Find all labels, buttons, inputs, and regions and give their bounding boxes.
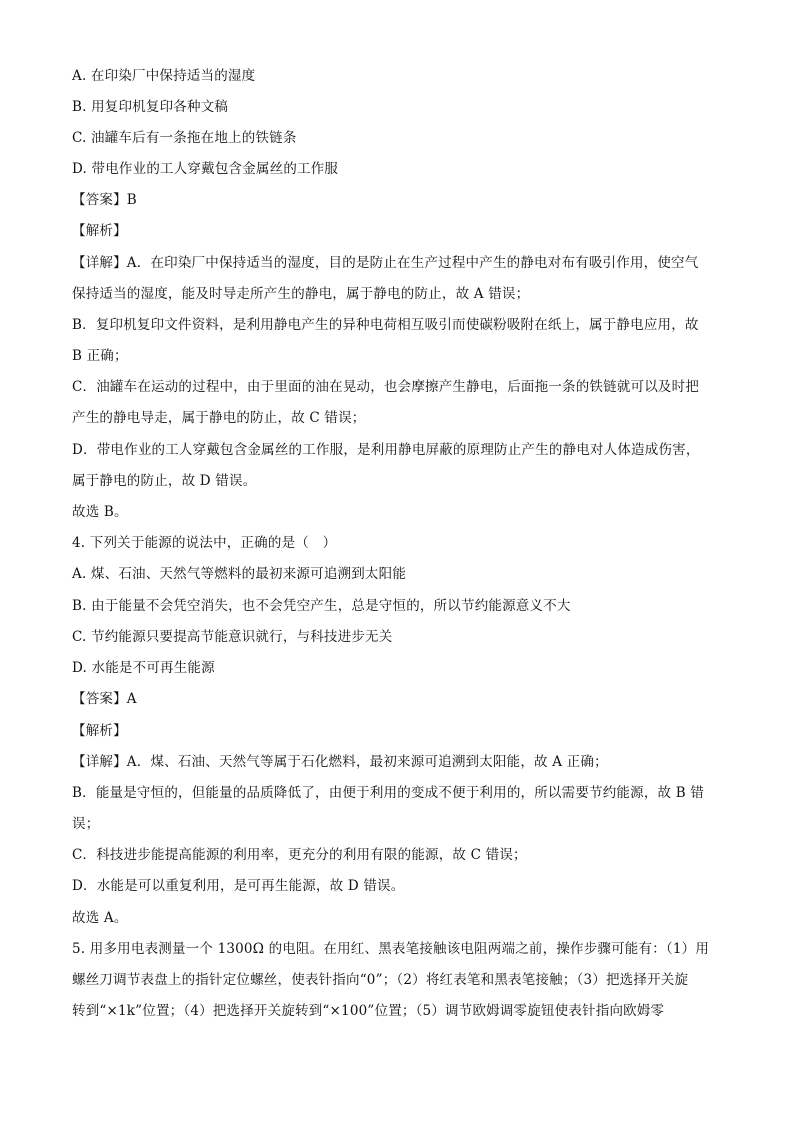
q3-detail-line: C．油罐车在运动的过程中，由于里面的油在晃动，也会摩擦产生静电，后面拖一条的铁链就可以及时把 [72, 379, 700, 395]
q4-option-c: C. 节约能源只要提高节能意识就行，与科技进步无关 [72, 629, 393, 645]
q4-detail-line: 【详解】A．煤、石油、天然气等属于石化燃料，最初来源可追溯到太阳能，故 A 正确； [72, 754, 608, 770]
q3-conclusion: 故选 B。 [72, 504, 128, 520]
q4-conclusion: 故选 A。 [72, 910, 128, 926]
q3-detail-line: 产生的静电导走，属于静电的防止，故 C 错误； [72, 410, 366, 426]
q5-stem-line: 5. 用多用电表测量一个 1300Ω 的电阻。在用红、黑表笔接触该电阻两端之前，操作步骤可能有：（1）用 [72, 941, 710, 957]
q4-detail-line: C．科技进步能提高能源的利用率，更充分的利用有限的能源，故 C 错误； [72, 847, 527, 863]
q3-detail-line: B 正确； [72, 348, 128, 364]
q3-option-b: B. 用复印机复印各种文稿 [72, 99, 229, 115]
q3-option-a: A. 在印染厂中保持适当的湿度 [72, 68, 256, 84]
q3-analysis-label: 【解析】 [72, 223, 127, 239]
q4-detail-line: D．水能是可以重复利用，是可再生能源，故 D 错误。 [72, 878, 405, 894]
q4-detail-line: 误； [72, 816, 100, 832]
q5-stem-line: 螺丝刀调节表盘上的指针定位螺丝，使表针指向“0”；（2）将红表笔和黑表笔接触；（3）把选择开关旋 [72, 972, 689, 988]
q3-detail-line: 属于静电的防止，故 D 错误。 [72, 473, 257, 489]
q3-answer: 【答案】B [72, 192, 137, 208]
q3-detail-line: 【详解】A．在印染厂中保持适当的湿度，目的是防止在生产过程中产生的静电对布有吸引作用，使空气 [72, 255, 699, 271]
q3-detail-line: B．复印机复印文件资料，是利用静电产生的异种电荷相互吸引而使碳粉吸附在纸上，属于静电应用，故 [72, 317, 699, 333]
q4-option-a: A. 煤、石油、天然气等燃料的最初来源可追溯到太阳能 [72, 566, 407, 582]
q4-answer: 【答案】A [72, 691, 137, 707]
q4-detail-line: B．能量是守恒的，但能量的品质降低了，由便于利用的变成不便于利用的，所以需要节约能源，故 B 错 [72, 785, 705, 801]
q4-option-d: D. 水能是不可再生能源 [72, 660, 215, 676]
q3-option-c: C. 油罐车后有一条拖在地上的铁链条 [72, 130, 297, 146]
q4-stem: 4. 下列关于能源的说法中，正确的是（ ） [72, 535, 337, 551]
q4-analysis-label: 【解析】 [72, 723, 127, 739]
q5-stem-line: 转到“×1k”位置；（4）把选择开关旋转到“×100”位置；（5）调节欧姆调零旋钮使表针指向欧姆零 [72, 1003, 665, 1019]
q3-detail-line: 保持适当的湿度，能及时导走所产生的静电，属于静电的防止，故 A 错误； [72, 286, 530, 302]
q4-option-b: B. 由于能量不会凭空消失，也不会凭空产生，总是守恒的，所以节约能源意义不大 [72, 598, 571, 614]
q3-detail-line: D．带电作业的工人穿戴包含金属丝的工作服，是利用静电屏蔽的原理防止产生的静电对人体造成伤害， [72, 442, 700, 458]
q3-option-d: D. 带电作业的工人穿戴包含金属丝的工作服 [72, 161, 339, 177]
